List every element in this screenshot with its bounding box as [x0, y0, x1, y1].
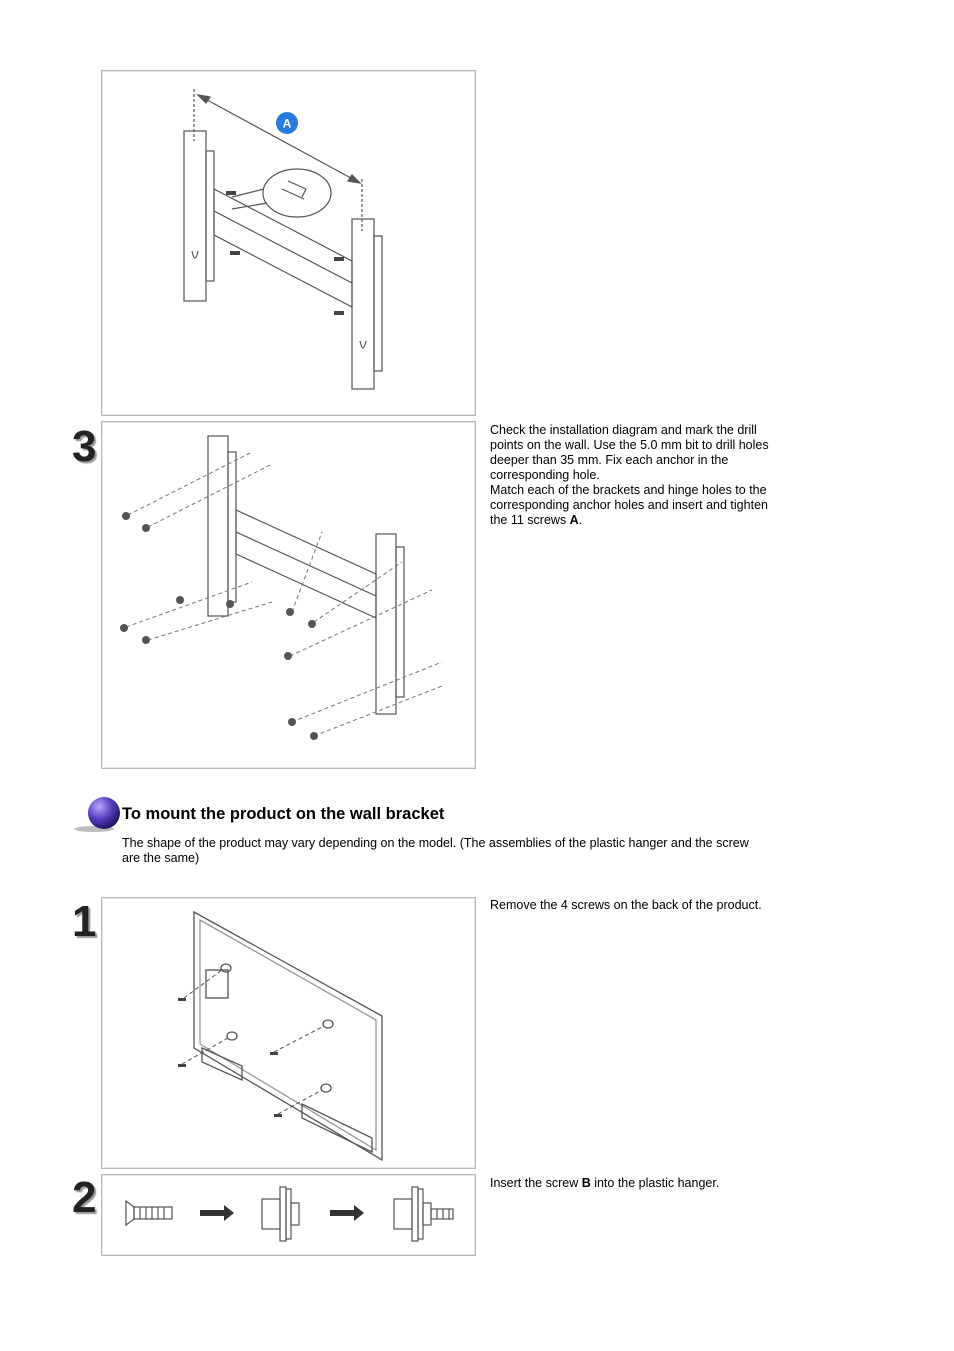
step-2-screw-label: B: [581, 1176, 591, 1190]
step-1-text: Remove the 4 screws on the back of the product.: [490, 898, 762, 912]
step-2-text-prefix: Insert the screw: [490, 1176, 582, 1190]
step-3-text-line2-prefix: Match each of the brackets and hinge holes to the corresponding anchor holes and insert and tighten the 11 screws: [490, 483, 768, 527]
step-3-text-line2-suffix: .: [578, 513, 583, 527]
bracket-measurement-illustration: [102, 71, 475, 415]
figure-screw-hanger: [101, 1174, 476, 1256]
step-2-text: [490, 1176, 782, 1191]
step-2-text-suffix: into the plastic hanger.: [590, 1176, 720, 1190]
step-3-text-line2: [490, 483, 782, 528]
step-3-screw-label: A: [569, 513, 579, 527]
product-back-illustration: [102, 898, 475, 1168]
step-2-instructions: [490, 1176, 782, 1191]
step-number-2: 2: [72, 1173, 97, 1222]
bracket-screws-illustration: [102, 422, 475, 768]
callout-a-label: A: [282, 116, 292, 131]
section-description: The shape of the product may vary depending on the model. (The assemblies of the plastic hanger and the screw are the same): [122, 836, 749, 865]
sphere-bullet-icon: [72, 795, 122, 835]
section-title: To mount the product on the wall bracket: [122, 805, 445, 823]
figure-bracket-measurement: [101, 70, 476, 416]
figure-product-back: [101, 897, 476, 1169]
step-number-3: 3: [72, 422, 97, 471]
figure-bracket-screws: [101, 421, 476, 769]
screw-hanger-illustration: [102, 1175, 475, 1255]
step-number-1: 1: [72, 897, 97, 946]
step-3-text-line1: Check the installation diagram and mark the drill points on the wall. Use the 5.0 mm bit to drill holes deeper than 35 mm. Fix each anchor in the corresponding hole.: [490, 423, 769, 482]
step-1-instructions: [490, 898, 782, 913]
step-3-instructions: [490, 423, 782, 528]
